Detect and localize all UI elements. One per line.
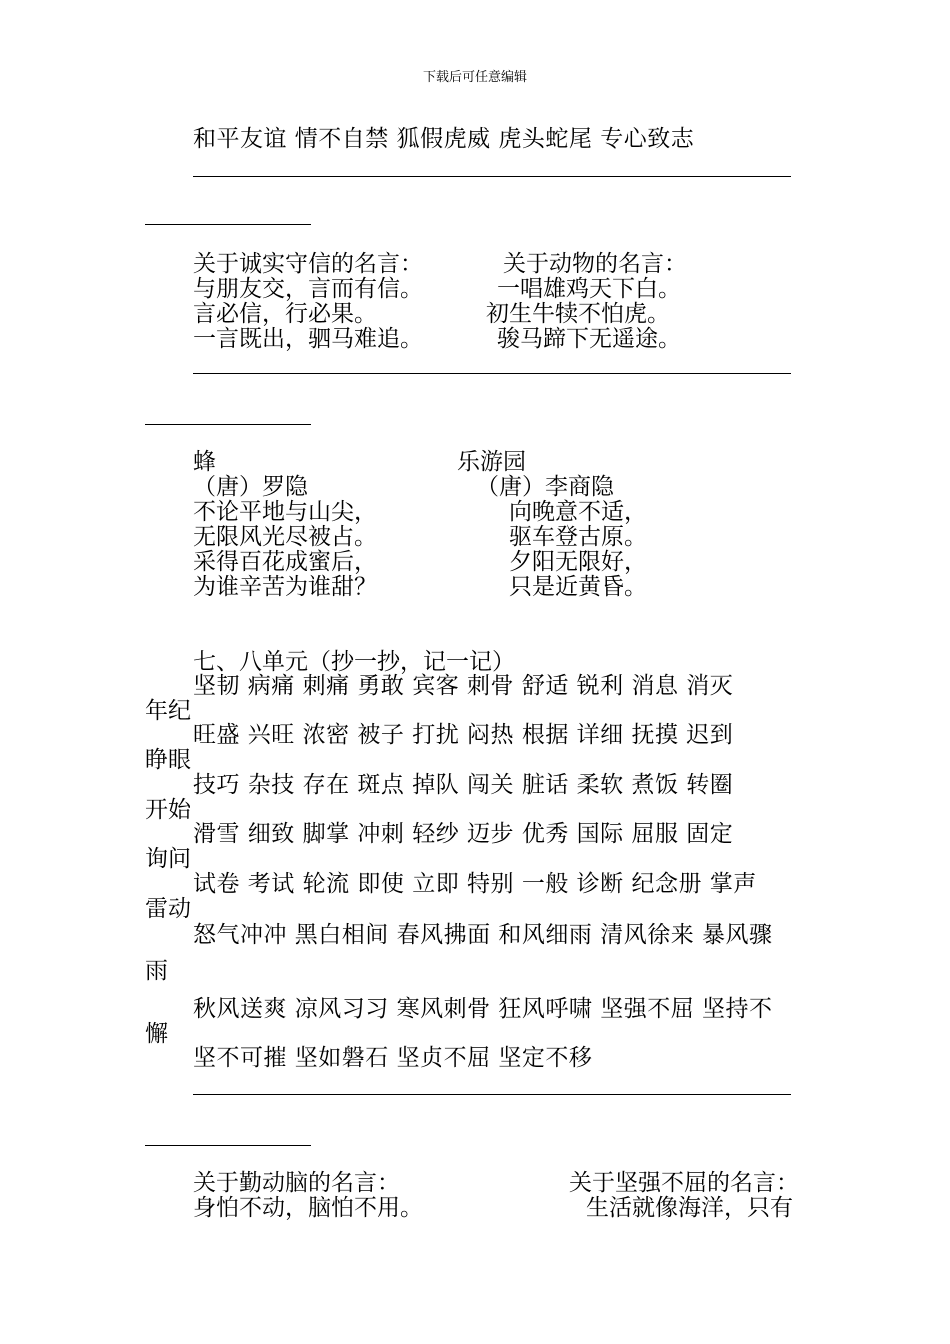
word-row: 怒气冲冲 黑白相间 春风拂面 和风细雨 清风徐来 暴风骤 [193, 922, 773, 948]
word-row: 坚不可摧 坚如磐石 坚贞不屈 坚定不移 [193, 1045, 593, 1071]
proverb-line: 初生牛犊不怕虎。 [486, 301, 670, 327]
word-row-wrap: 雨 [145, 958, 168, 984]
poem-line: 无限风光尽被占。 [193, 524, 377, 550]
poem-line: 只是近黄昏。 [509, 574, 647, 600]
word-row-wrap: 雷动 [145, 896, 191, 922]
poem-line: 驱车登古原。 [509, 524, 647, 550]
poem-feng-author: （唐）罗隐 [193, 474, 308, 500]
unit-heading: 七、八单元（抄一抄，记一记） [193, 649, 515, 675]
proverbs-brain-title: 关于勤动脑的名言： [193, 1170, 400, 1196]
proverb-line: 言必信，行必果。 [193, 301, 377, 327]
word-row-wrap: 年纪 [145, 698, 191, 724]
poem-feng-title: 蜂 [193, 449, 216, 475]
page-header: 下载后可任意编辑 [422, 70, 527, 85]
word-row-wrap: 懈 [145, 1021, 168, 1047]
writing-line-short [145, 1145, 311, 1146]
proverbs-honesty-title: 关于诚实守信的名言： [193, 251, 423, 277]
poem-line: 向晚意不适， [509, 499, 647, 525]
word-row-wrap: 询问 [145, 846, 191, 872]
word-row-wrap: 睁眼 [145, 747, 191, 773]
word-row: 旺盛 兴旺 浓密 被子 打扰 闷热 根据 详细 抚摸 迟到 [193, 722, 734, 748]
writing-line [193, 1094, 791, 1095]
poem-line: 采得百花成蜜后， [193, 549, 377, 575]
poem-line: 夕阳无限好， [509, 549, 647, 575]
proverbs-strong-title: 关于坚强不屈的名言： [569, 1170, 799, 1196]
poem-leyouyuan-author: （唐）李商隐 [476, 474, 614, 500]
poem-line: 为谁辛苦为谁甜？ [193, 574, 377, 600]
word-row: 滑雪 细致 脚掌 冲刺 轻纱 迈步 优秀 国际 屈服 固定 [193, 821, 734, 847]
poem-leyouyuan-title: 乐游园 [457, 449, 526, 475]
proverb-line: 一言既出，驷马难追。 [193, 326, 423, 352]
word-row: 秋风送爽 凉风习习 寒风刺骨 狂风呼啸 坚强不屈 坚持不 [193, 996, 773, 1022]
word-row: 坚韧 病痛 刺痛 勇敢 宾客 刺骨 舒适 锐利 消息 消灭 [193, 673, 734, 699]
proverb-line: 一唱雄鸡天下白。 [497, 276, 681, 302]
word-row: 试卷 考试 轮流 即使 立即 特别 一般 诊断 纪念册 掌声 [193, 871, 757, 897]
proverbs-animals-title: 关于动物的名言： [503, 251, 687, 277]
proverb-line: 身怕不动，脑怕不用。 [193, 1195, 423, 1221]
proverb-line: 骏马蹄下无遥途。 [497, 326, 681, 352]
proverb-line: 与朋友交，言而有信。 [193, 276, 423, 302]
writing-line-short [145, 424, 311, 425]
writing-line-short [145, 224, 311, 225]
idioms-line: 和平友谊 情不自禁 狐假虎威 虎头蛇尾 专心致志 [193, 126, 695, 152]
poem-line: 不论平地与山尖， [193, 499, 377, 525]
word-row-wrap: 开始 [145, 797, 191, 823]
writing-line [193, 373, 791, 374]
writing-line [193, 176, 791, 177]
word-row: 技巧 杂技 存在 斑点 掉队 闯关 脏话 柔软 煮饭 转圈 [193, 772, 734, 798]
proverb-line: 生活就像海洋，只有 [586, 1195, 793, 1221]
